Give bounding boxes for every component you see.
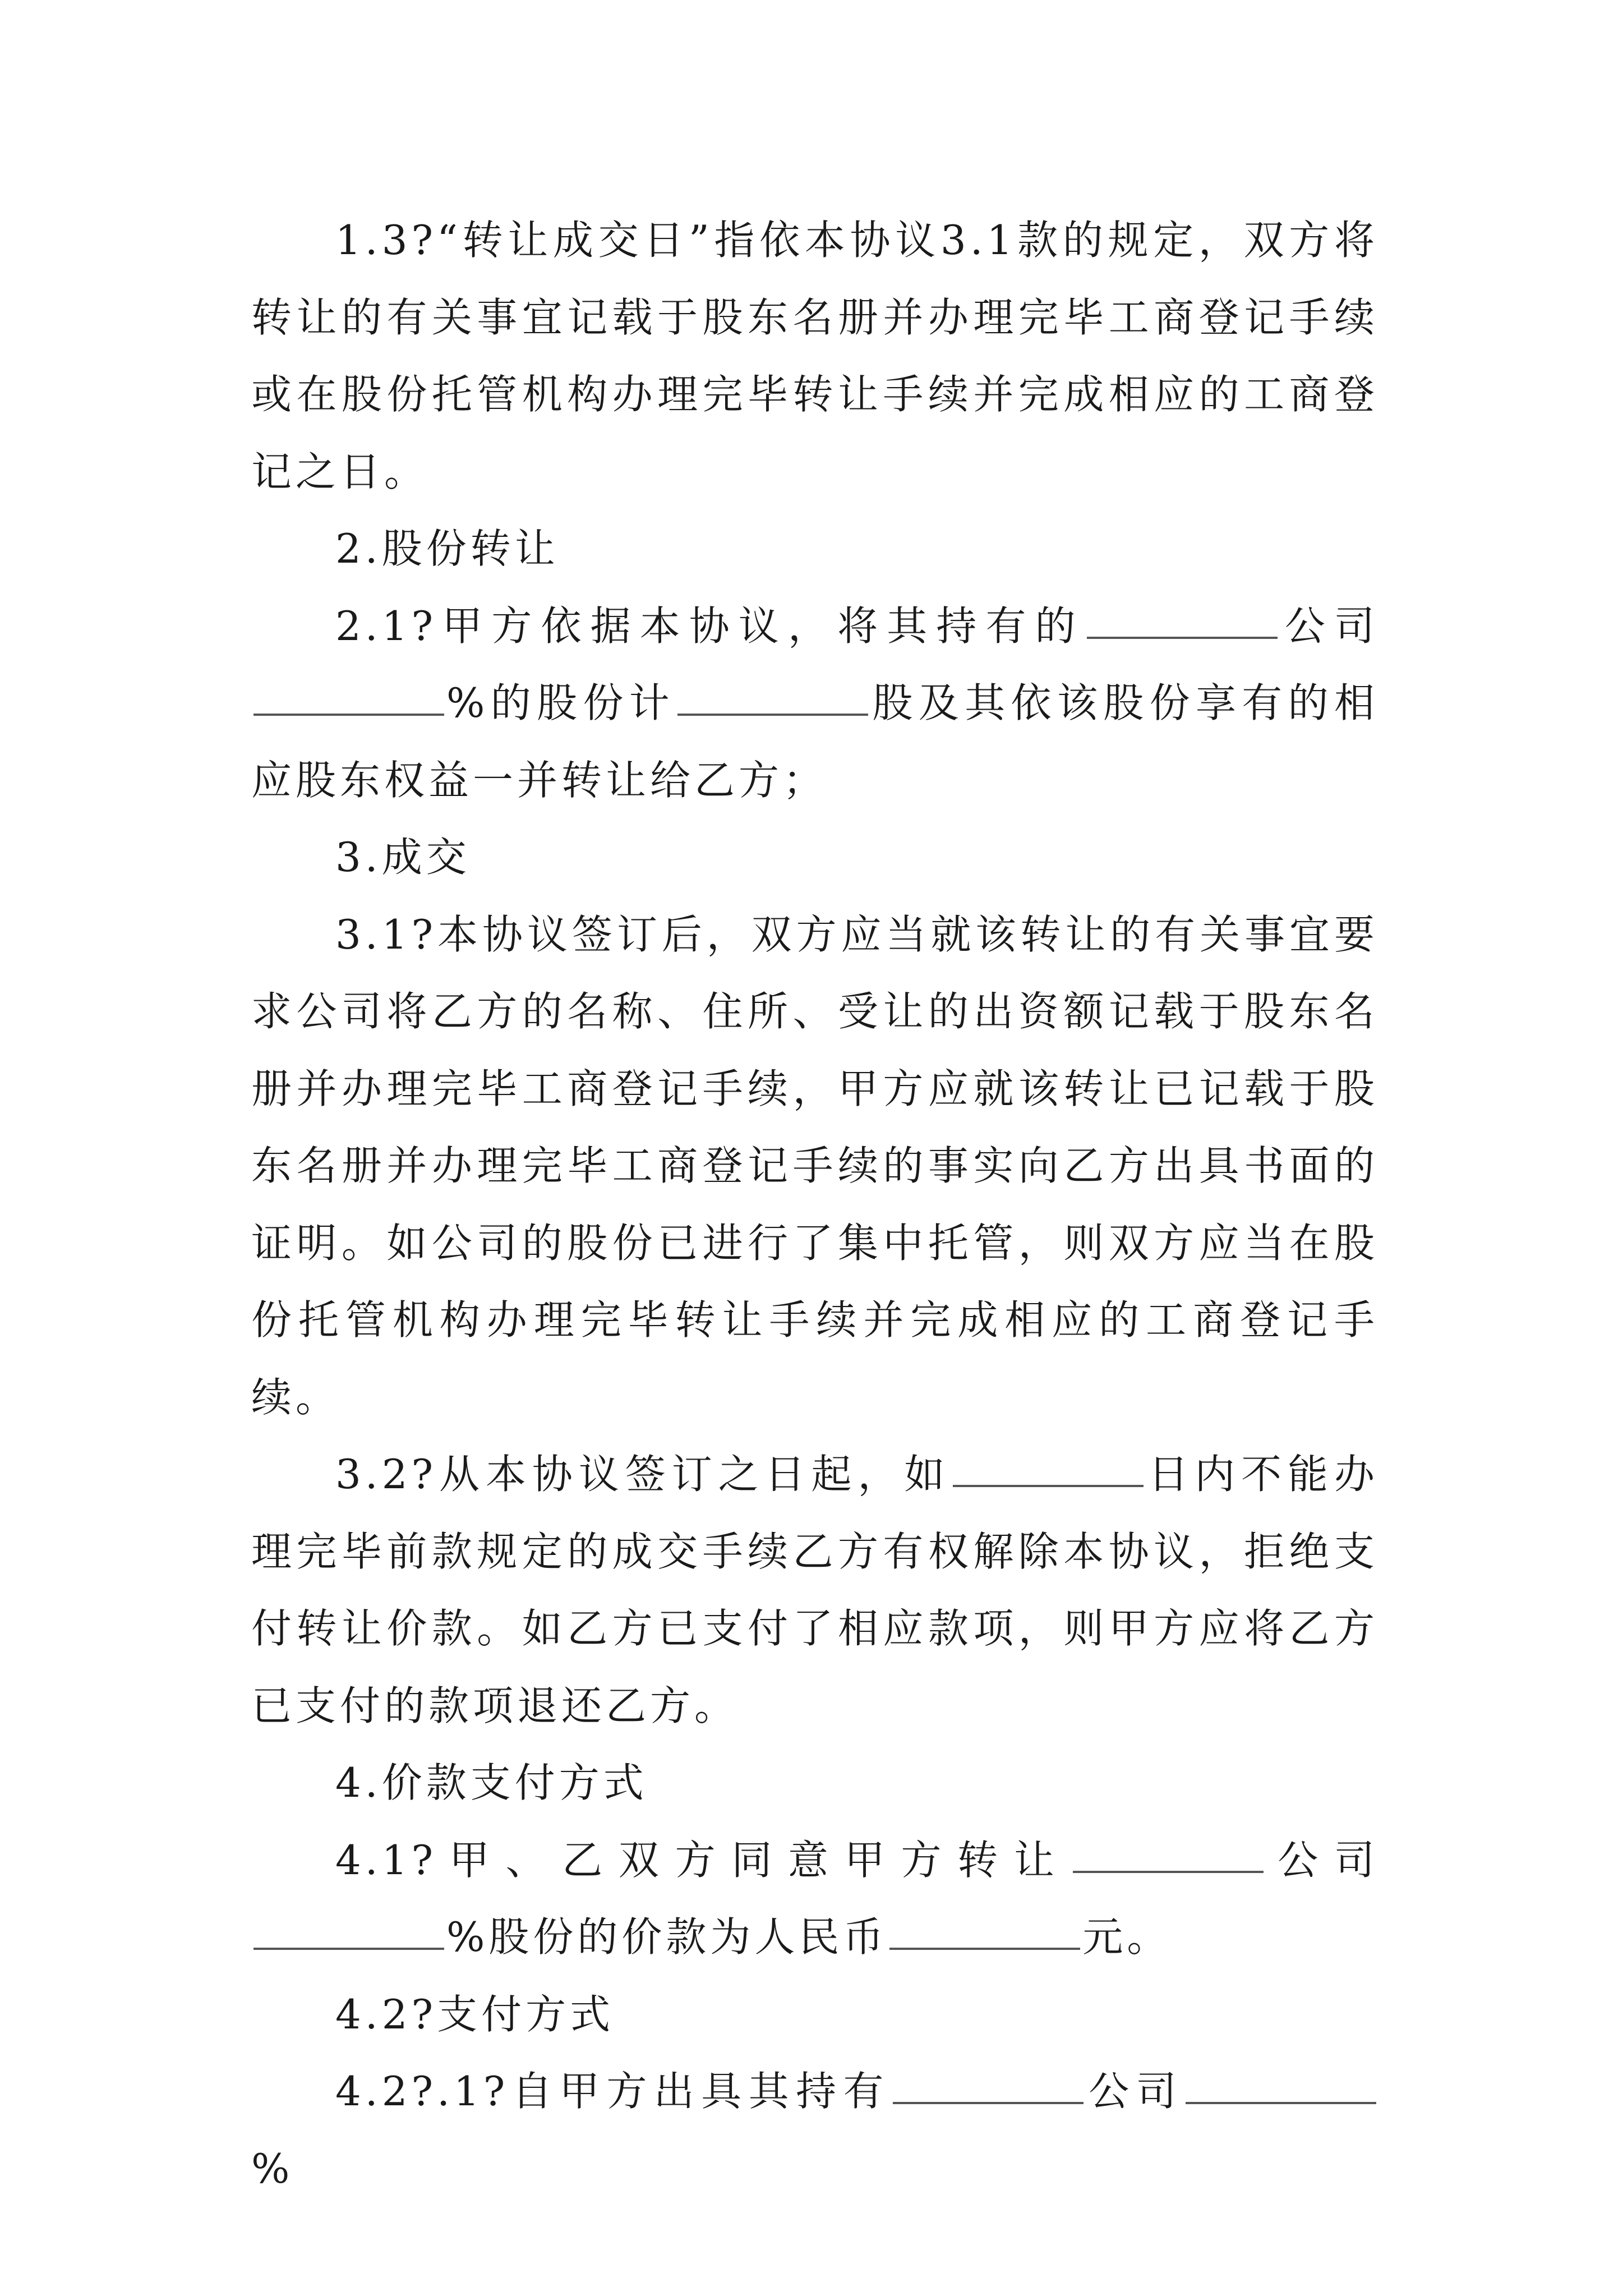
clause-4-2-1-text-b: 公司 [1085,2068,1183,2115]
clause-4-1-text-a: 4.1?甲、乙双方同意甲方转让 [335,1836,1071,1884]
clause-4-1-text-c: %股份的价款为人民币 [446,1913,888,1961]
section-heading-2-text: 2.股份转让 [335,525,559,572]
clause-2-1 [251,588,1378,820]
fill-blank [893,2101,1083,2104]
fill-blank [1087,636,1278,639]
clause-4-2-1-text-a: 4.2?.1?自甲方出具其持有 [335,2068,891,2115]
clause-3-1 [251,896,1378,1437]
section-heading-4 [251,1745,1378,1822]
fill-blank [1073,1870,1264,1873]
fill-blank [1186,2101,1376,2104]
section-heading-3-text: 3.成交 [335,834,471,881]
clause-2-1-text-c: %的股份计 [446,679,676,726]
fill-blank [677,713,868,716]
clause-1-3 [251,202,1378,510]
section-heading-4-text: 4.价款支付方式 [335,1759,648,1806]
clause-4-1 [251,1822,1378,1976]
clause-3-2-text-a: 3.2?从本协议签订之日起，如 [335,1451,951,1498]
clause-4-2-1 [251,2053,1378,2207]
section-heading-3 [251,819,1378,896]
clause-4-1-text-d: 元。 [1082,1913,1172,1961]
fill-blank [889,1947,1080,1950]
clause-2-1-text-a: 2.1?甲方依据本协议，将其持有的 [335,602,1085,650]
clause-3-1-text: 3.1?本协议签订后，双方应当就该转让的有关事宜要求公司将乙方的名称、住所、受让的出资额记载于股东名册并办理完毕工商登记手续，甲方应就该转让已记载于股东名册并办理完毕工商登记手续的事实向乙方出具书面的证明。如公司的股份已进行了集中托管，则双方应当在股份托管机构办理完毕转让手续并完成相应的工商登记手续。 [251,910,1378,1421]
clause-2-1-text-d: 股及其依该股份享有的相应股东权益一并转让给乙方； [251,679,1378,804]
clause-1-3-text: 1.3?“转让成交日”指依本协议3.1款的规定，双方将转让的有关事宜记载于股东名册并办理完毕工商登记手续或在股份托管机构办理完毕转让手续并完成相应的工商登记之日。 [251,217,1378,495]
fill-blank [253,713,444,716]
fill-blank [953,1484,1144,1487]
clause-2-1-text-b: 公司 [1279,602,1378,650]
document-body [251,202,1378,2207]
clause-3-2 [251,1436,1378,1745]
section-heading-4-2 [251,1976,1378,2054]
clause-4-1-text-b: 公司 [1265,1836,1378,1884]
clause-3-2-text-b: 日内不能办理完毕前款规定的成交手续乙方有权解除本协议，拒绝支付转让价款。如乙方已支付了相应款项，则甲方应将乙方已支付的款项退还乙方。 [251,1451,1378,1729]
clause-4-2-1-text-c: % [251,2145,294,2192]
section-heading-4-2-text: 4.2?支付方式 [335,1990,615,2038]
section-heading-2 [251,510,1378,588]
fill-blank [253,1947,444,1950]
